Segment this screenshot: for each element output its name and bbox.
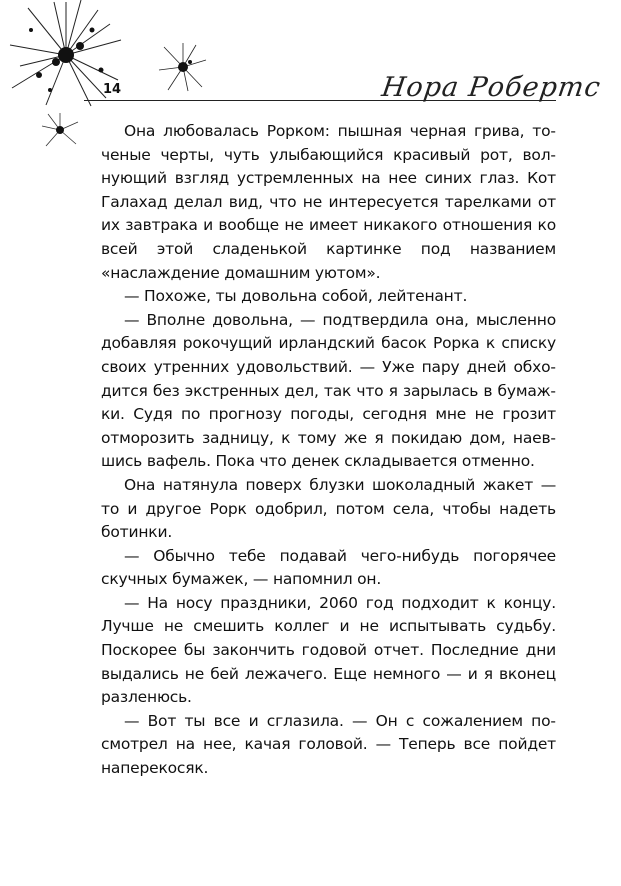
page-number: 14: [103, 82, 122, 97]
paragraph: — Обычно тебе подавай чего-нибудь погорячее скучных бумажек, — напомнил он.: [101, 546, 556, 589]
running-header-author: Нора Робертс: [379, 72, 603, 103]
paragraph: — Похоже, ты довольна собой, лейтенант.: [124, 287, 468, 306]
ink-splat-small: [40, 112, 80, 148]
paragraph: Она натянула поверх блузки шоколадный жакет — то и другое Рорк одобрил, потом села, чтобы надеть ботинки.: [101, 475, 556, 542]
body-text: [101, 120, 556, 781]
paragraph: Она любовалась Рорком: пышная черная грива, точеные черты, чуть улыбающийся красивый рот, волнующий взгляд устремленных на нее синих глаз. Кот Галахад делал вид, что не интересуется тарелками от их завтрака и вообще не имеет никакого отношения ко всей этой сладенькой картинке под названием «наслаждение домашним уютом».: [101, 122, 556, 282]
paragraph: — На носу праздники, 2060 год подходит к концу. Лучше не смешить коллег и не испытывать судьбу. Поскорее бы закончить годовой отчет. Последние дни выдались не бей лежачего. Еще немного — и я вконец разленюсь.: [101, 593, 556, 707]
ink-splat-medium: [158, 42, 208, 92]
paragraph: — Вполне довольна, — подтвердила она, мысленно добавляя рокочущий ирландский басок Рорка к списку своих утренних удовольствий. — Уже пару дней обходится без экстренных дел, так что я зарылась в бумажки. Судя по прогнозу погоды, сегодня мне не грозит отморозить задницу, к тому же я покидаю дом, наевшись вафель. Пока что денек складывается отменно.: [101, 310, 556, 471]
paragraph: — Вот ты все и сглазила. — Он с сожалением посмотрел на нее, качая головой. — Теперь все пойдет наперекосяк.: [101, 711, 556, 778]
